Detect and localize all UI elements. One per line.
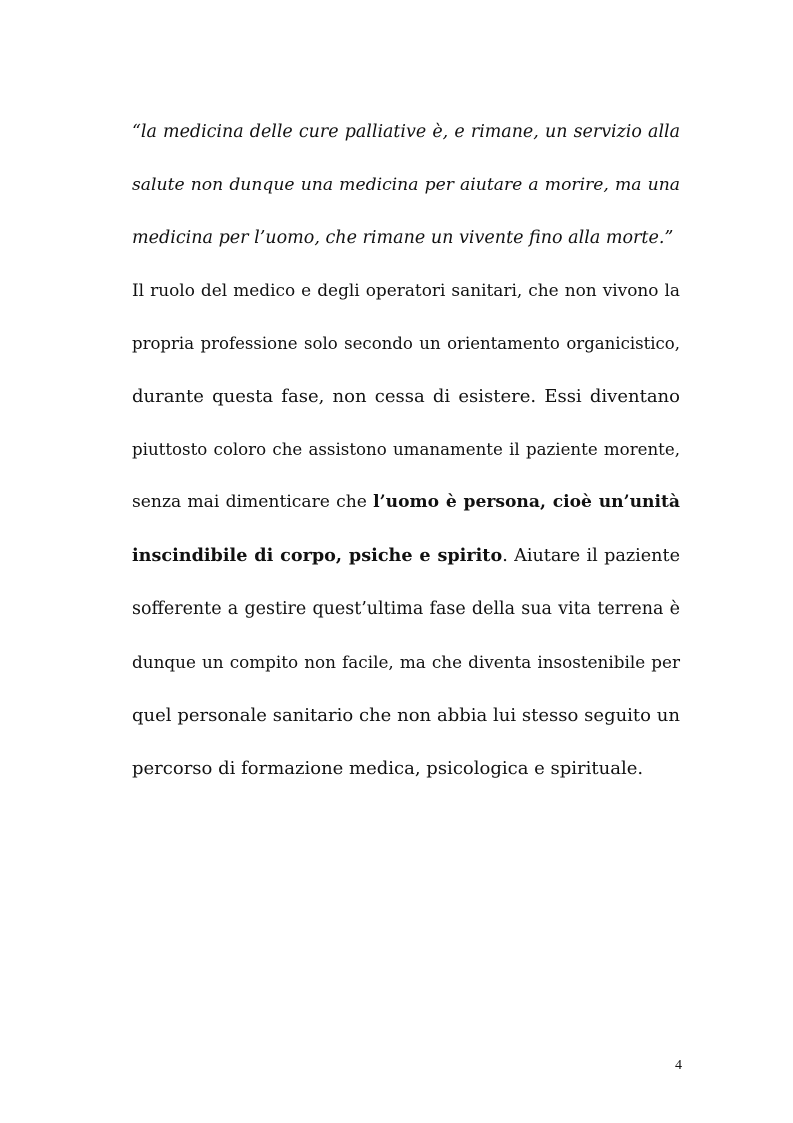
paragraph-line: durante questa fase, non cessa di esistere. Essi diventano <box>132 386 680 407</box>
quote-line: salute non dunque una medicina per aiutare a morire, ma una <box>132 175 680 195</box>
paragraph-line: sofferente a gestire quest’ultima fase della sua vita terrena è <box>132 599 680 619</box>
paragraph-line: percorso di formazione medica, psicologica e spirituale. <box>132 758 644 779</box>
paragraph-line-mixed <box>132 476 680 529</box>
quote-line: “la medicina delle cure palliative è, e rimane, un servizio alla <box>132 122 680 142</box>
paragraph-line: dunque un compito non facile, ma che diventa insostenibile per <box>132 652 680 672</box>
body-paragraph <box>132 264 680 795</box>
paragraph-line: propria professione solo secondo un orientamento organicistico, <box>132 334 680 353</box>
paragraph-line-mixed <box>132 529 680 583</box>
bold-emphasis: inscindibile di corpo, psiche e spirito <box>132 545 503 566</box>
italic-quote <box>132 106 680 265</box>
paragraph-line: quel personale sanitario che non abbia lui stesso seguito un <box>132 705 680 726</box>
plain-text: . Aiutare il paziente <box>502 546 680 566</box>
plain-text: senza mai dimenticare che <box>132 492 374 512</box>
page-number: 4 <box>675 1058 682 1073</box>
quote-line: medicina per l’uomo, che rimane un vivente fino alla morte.” <box>132 228 674 248</box>
paragraph-line: Il ruolo del medico e degli operatori sanitari, che non vivono la <box>132 280 680 300</box>
paragraph-line: piuttosto coloro che assistono umanamente il paziente morente, <box>132 440 680 459</box>
bold-emphasis: l’uomo è persona, cioè un’unità <box>373 492 680 512</box>
